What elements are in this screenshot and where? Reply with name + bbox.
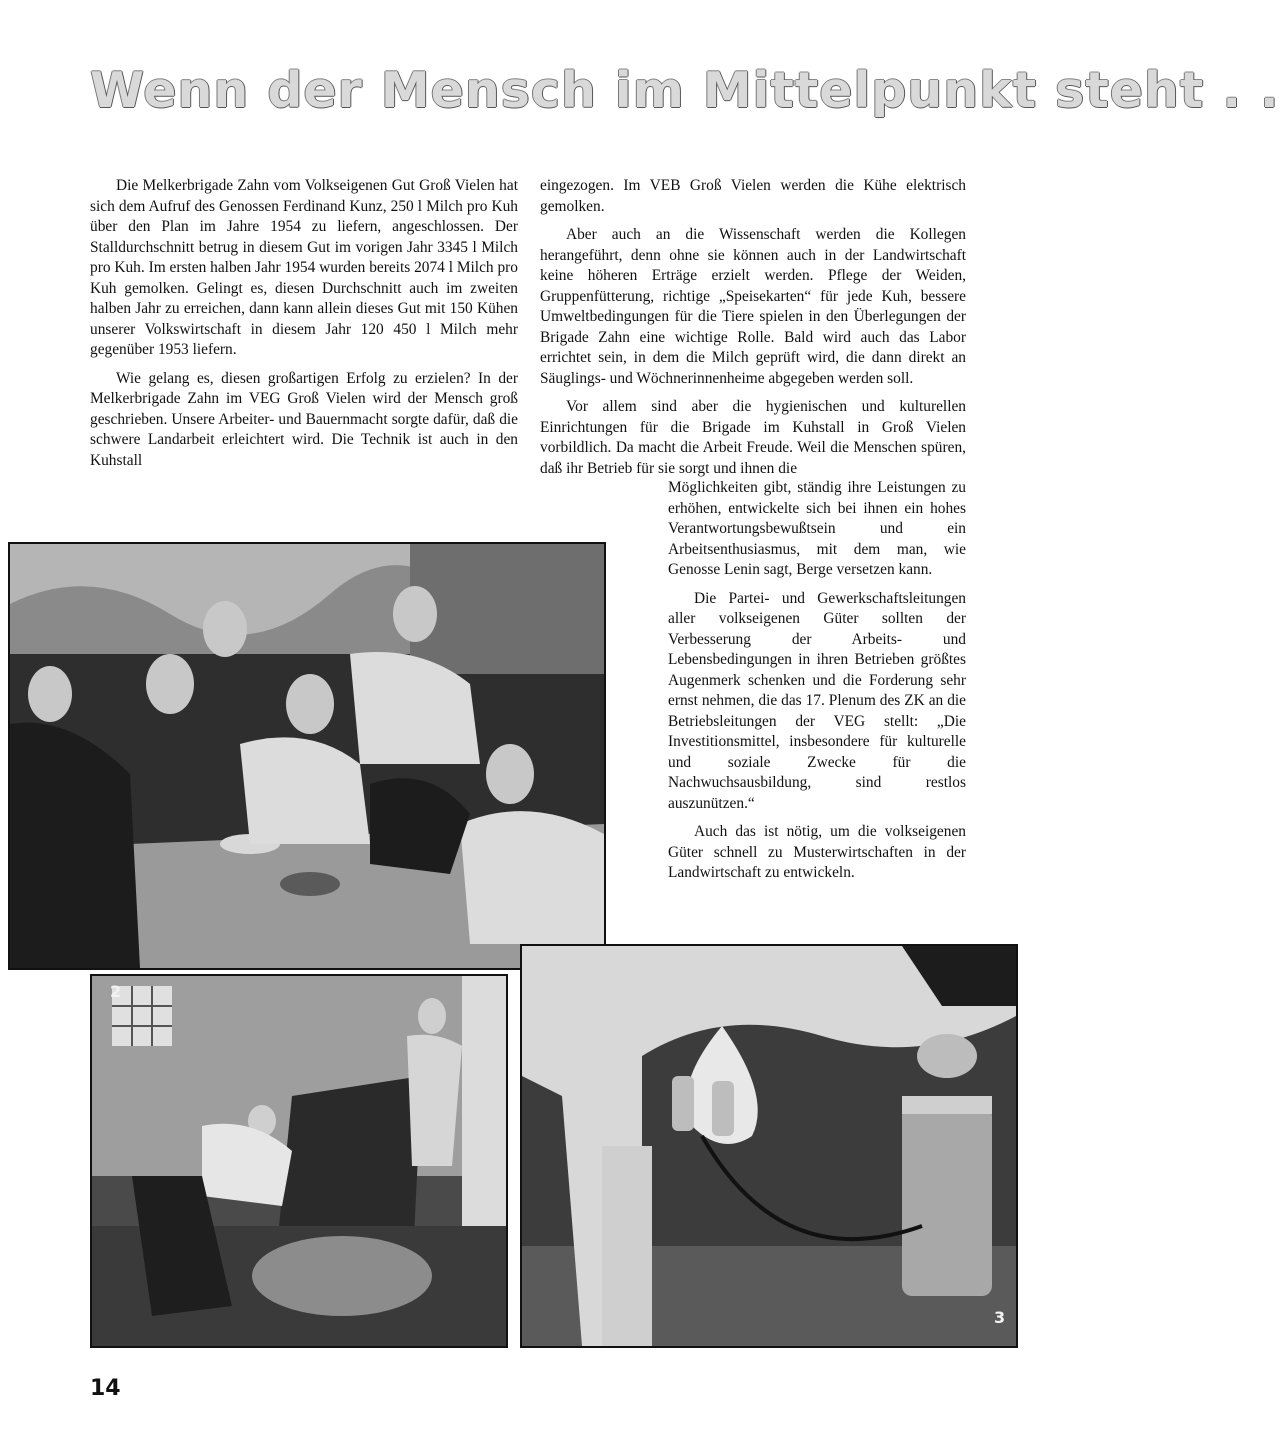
photo-feed-preparation-image <box>92 976 506 1346</box>
text-column-1 <box>90 176 518 479</box>
paragraph: Aber auch an die Wissenschaft werden die Kollegen herangeführt, denn ohne sie können auch in der Landwirtschaft keine höheren Erträge erzielt werden. Pflege der Weiden, Gruppenfütterung, richtige „Speisekarten“ für jede Kuh, bessere Umweltbedingungen für die Tiere spielen in den Überlegungen der Brigade Zahn eine wichtige Rolle. Bald wird auch das Labor errichtet sein, in dem die Milch geprüft wird, die dann direkt an Säuglings- und Wöchnerinnenheime abgegeben werden soll. <box>540 226 966 387</box>
paragraph: Möglichkeiten gibt, ständig ihre Leistungen zu erhöhen, entwickelte sich bei ihnen ein hohes Verantwortungsbewußtsein und ein Arbeitsenthusiasmus, mit dem man, wie Genosse Lenin sagt, Berge versetzen kann. <box>668 479 966 578</box>
page-title: Wenn der Mensch im Mittelpunkt steht . . <box>90 62 1280 119</box>
paragraph: Wie gelang es, diesen großartigen Erfolg zu erzielen? In der Melkerbrigade Zahn im VEG Groß Vielen wird der Mensch groß geschrieben. Unsere Arbeiter- und Bauernmacht sorgte dafür, daß die schwere Landarbeit erleichtert wird. Die Technik ist auch in den Kuhstall <box>90 369 518 469</box>
paragraph: Die Partei- und Gewerkschaftsleitungen aller volkseigenen Güter sollten der Verbesserung der Arbeits- und Lebensbedingungen in ihren Betrieben größtes Augenmerk schenken und die Forderung sehr ernst nehmen, die das 17. Plenum des ZK an die Betriebsleitungen der VEG stellt: „Die Investitionsmittel, insbesondere für kulturelle und soziale Zwecke für die Nachwuchsausbildung, sind restlos auszunützen.“ <box>668 589 966 812</box>
page-number: 14 <box>90 1376 121 1401</box>
photo-electric-milking-image <box>522 946 1016 1346</box>
paragraph: eingezogen. Im VEB Groß Vielen werden die Kühe elektrisch gemolken. <box>540 177 966 215</box>
photo-electric-milking <box>520 944 1018 1348</box>
text-column-3 <box>668 478 966 892</box>
paragraph: Auch das ist nötig, um die volkseigenen Güter schnell zu Musterwirtschaften in der Landwirtschaft zu entwickeln. <box>668 823 966 881</box>
photo-brigade-at-table <box>8 542 606 970</box>
text-column-2 <box>540 176 966 487</box>
photo-number: 3 <box>994 1308 1006 1327</box>
photo-feed-preparation <box>90 974 508 1348</box>
paragraph: Die Melkerbrigade Zahn vom Volkseigenen Gut Groß Vielen hat sich dem Aufruf des Genossen Ferdinand Kunz, 250 l Milch pro Kuh über den Plan im Jahre 1954 zu liefern, angeschlossen. Der Stalldurchschnitt betrug in diesem Gut im vorigen Jahr 3345 l Milch pro Kuh. Im ersten halben Jahr 1954 wurden bereits 2074 l Milch pro Kuh gemolken. Gelingt es, diesen Durchschnitt auch im zweiten halben Jahr zu erreichen, dann kann allein dieses Gut mit 150 Kühen unserer Volkswirtschaft in diesem Jahr 120 450 l Milch mehr gegenüber 1953 liefern. <box>90 177 518 358</box>
photo-brigade-at-table-image <box>10 544 604 968</box>
photo-number: 2 <box>110 982 122 1001</box>
paragraph: Vor allem sind aber die hygienischen und kulturellen Einrichtungen für die Brigade im Kuhstall in Groß Vielen vorbildlich. Da macht die Arbeit Freude. Weil die Menschen spüren, daß ihr Betrieb für sie sorgt und ihnen die <box>540 398 966 477</box>
